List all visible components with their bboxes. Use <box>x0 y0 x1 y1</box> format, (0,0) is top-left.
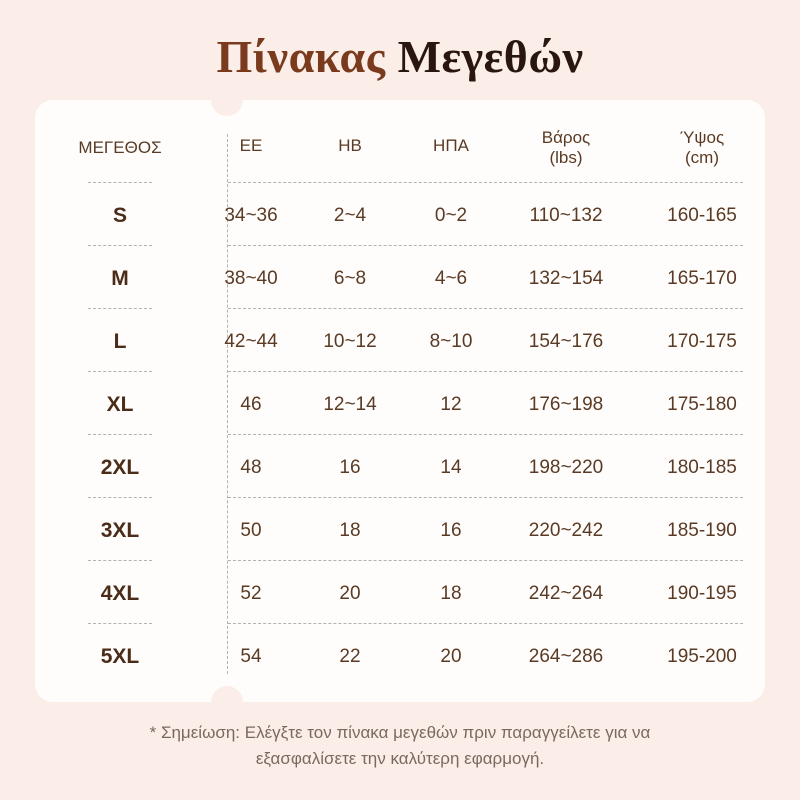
cell-weight: 264~286 <box>528 646 604 667</box>
ticket-notch-bottom <box>211 686 243 718</box>
ticket-notch-top <box>211 84 243 116</box>
cell-us: 4~6 <box>434 268 468 289</box>
row-divider-left <box>88 497 152 498</box>
column-header-eu <box>240 136 263 156</box>
title-word-2: Μεγεθών <box>397 31 584 82</box>
size-label: S <box>112 204 128 227</box>
cell-eu: 34~36 <box>224 205 278 226</box>
column-header-uk <box>338 136 362 156</box>
column-header-label: Βάρος <box>541 128 591 147</box>
cell-height: 195-200 <box>667 646 737 667</box>
row-divider-left <box>88 245 152 246</box>
cell-weight: 154~176 <box>528 331 604 352</box>
row-divider-left <box>88 308 152 309</box>
cell-uk: 10~12 <box>323 331 377 352</box>
size-column-header: ΜΕΓΕΘΟΣ <box>78 138 162 157</box>
row-divider-right <box>228 497 743 498</box>
cell-uk: 22 <box>339 646 361 667</box>
column-header-label: Ύψος <box>679 128 725 147</box>
cell-us: 14 <box>440 457 462 478</box>
column-header-us <box>433 136 469 156</box>
size-chart-card <box>35 100 765 702</box>
cell-us: 20 <box>440 646 462 667</box>
cell-weight: 220~242 <box>528 520 604 541</box>
cell-uk: 6~8 <box>333 268 367 289</box>
page-title <box>0 30 800 83</box>
row-divider-left <box>88 371 152 372</box>
cell-eu: 48 <box>240 457 262 478</box>
cell-eu: 42~44 <box>224 331 278 352</box>
row-divider-right <box>228 560 743 561</box>
row-divider-right <box>228 434 743 435</box>
cell-height: 165-170 <box>667 268 737 289</box>
column-header-unit: (cm) <box>685 148 719 167</box>
column-header-height <box>680 128 724 168</box>
row-divider-right <box>228 182 743 183</box>
column-header-weight <box>542 128 591 168</box>
column-header-label: ΕΕ <box>239 136 263 155</box>
cell-uk: 2~4 <box>333 205 367 226</box>
cell-height: 175-180 <box>667 394 737 415</box>
cell-weight: 132~154 <box>528 268 604 289</box>
note-line-2: εξασφαλίσετε την καλύτερη εφαρμογή. <box>255 749 545 768</box>
cell-us: 12 <box>440 394 462 415</box>
cell-height: 180-185 <box>667 457 737 478</box>
cell-us: 18 <box>440 583 462 604</box>
cell-height: 170-175 <box>667 331 737 352</box>
row-divider-right <box>228 623 743 624</box>
column-header-unit: (lbs) <box>549 148 583 167</box>
size-label: 2XL <box>100 456 140 479</box>
column-header-label: ΗΒ <box>338 136 362 155</box>
size-label: 5XL <box>100 645 140 668</box>
cell-eu: 52 <box>240 583 262 604</box>
cell-uk: 12~14 <box>323 394 377 415</box>
size-label: 3XL <box>100 519 140 542</box>
note-line-1: * Σημείωση: Ελέγξτε τον πίνακα μεγεθών πριν παραγγείλετε για να <box>149 723 651 742</box>
size-note <box>0 720 800 772</box>
cell-us: 0~2 <box>434 205 468 226</box>
row-divider-left <box>88 560 152 561</box>
cell-height: 185-190 <box>667 520 737 541</box>
cell-eu: 50 <box>240 520 262 541</box>
size-label: M <box>111 267 129 290</box>
size-label: 4XL <box>100 582 140 605</box>
size-label: L <box>113 330 127 353</box>
row-divider-left <box>88 623 152 624</box>
row-divider-left <box>88 434 152 435</box>
title-word-1: Πίνακας <box>216 31 386 82</box>
cell-height: 160-165 <box>667 205 737 226</box>
cell-us: 16 <box>440 520 462 541</box>
column-header-label: ΗΠΑ <box>433 136 469 155</box>
cell-eu: 46 <box>240 394 262 415</box>
size-label: XL <box>106 393 134 416</box>
row-divider-right <box>228 308 743 309</box>
cell-weight: 110~132 <box>529 205 603 226</box>
cell-height: 190-195 <box>667 583 737 604</box>
cell-eu: 38~40 <box>224 268 278 289</box>
cell-eu: 54 <box>240 646 262 667</box>
cell-uk: 16 <box>339 457 361 478</box>
cell-us: 8~10 <box>429 331 473 352</box>
cell-weight: 242~264 <box>528 583 604 604</box>
row-divider-left <box>88 182 152 183</box>
row-divider-right <box>228 245 743 246</box>
cell-weight: 198~220 <box>528 457 604 478</box>
cell-uk: 20 <box>339 583 361 604</box>
cell-weight: 176~198 <box>528 394 604 415</box>
row-divider-right <box>228 371 743 372</box>
cell-uk: 18 <box>339 520 361 541</box>
